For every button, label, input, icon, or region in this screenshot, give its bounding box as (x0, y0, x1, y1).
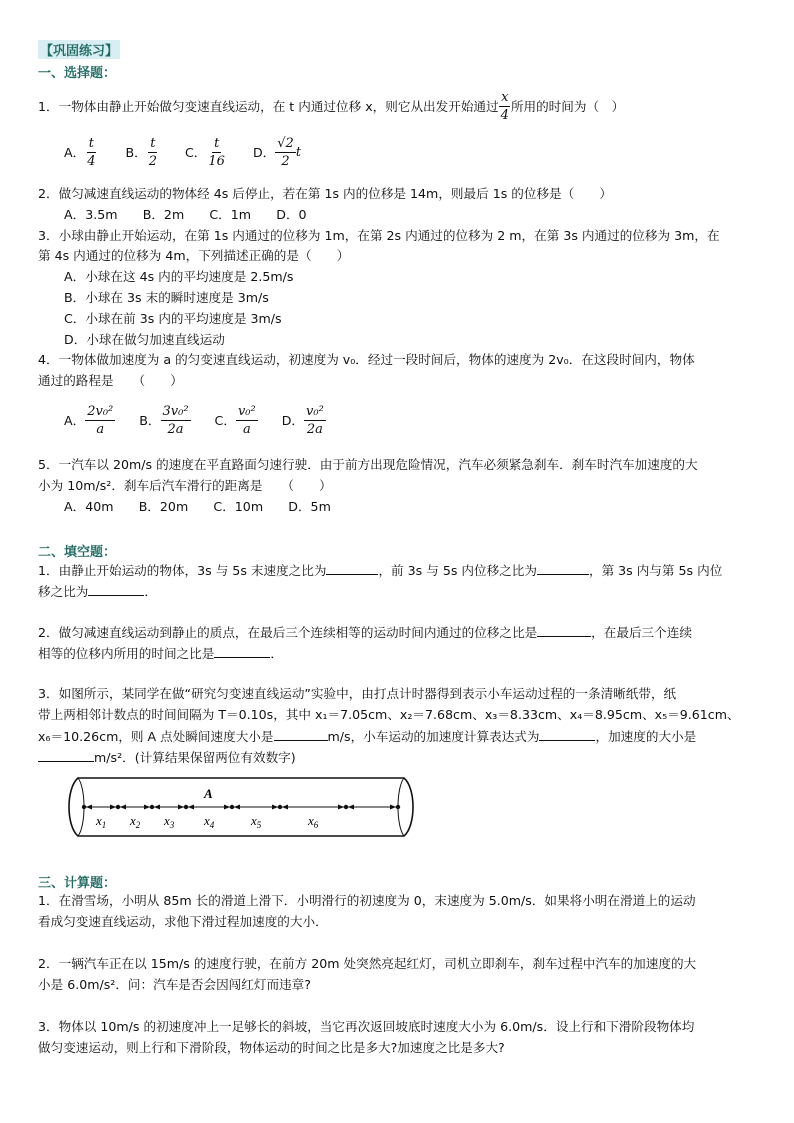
segment-subscript: 6 (313, 820, 319, 830)
fill-2-text-b: ，在最后三个连续 (591, 625, 692, 640)
answer-blank[interactable] (214, 645, 270, 658)
answer-blank[interactable] (537, 624, 591, 637)
fraction-denominator: 2a (306, 422, 323, 437)
question-4-options (64, 404, 326, 437)
question-2-options: A．3.5m B．2m C．1m D．0 (64, 207, 307, 222)
segment-subscript: 2 (135, 820, 141, 830)
fill-3-text-d: m/s²．(计算结果保留两位有效数字) (94, 750, 296, 765)
tape-marks (82, 805, 400, 831)
option-c-label: C． (214, 412, 236, 428)
answer-blank[interactable] (537, 562, 589, 575)
fill-1-text-d: 移之比为 (38, 584, 89, 599)
answer-blank[interactable] (38, 749, 94, 762)
tape-dot (184, 805, 188, 809)
fill-1-text-b: ，前 3s 与 5s 内位移之比为 (378, 563, 537, 578)
option-d-label: D． (252, 144, 276, 160)
fraction-denominator: a (96, 422, 105, 437)
fraction-numerator: t (150, 136, 156, 151)
fraction-denominator: 16 (208, 154, 225, 169)
segment-label: $x_5$ (251, 813, 262, 830)
segment-label: $x_4$ (204, 813, 215, 830)
option-a-label: A． (64, 144, 86, 160)
question-3-option-b: B．小球在 3s 末的瞬时速度是 3m/s (64, 290, 269, 305)
question-3-option-a: A．小球在这 4s 内的平均速度是 2.5m/s (64, 269, 294, 284)
fraction-numerator: t (88, 136, 94, 151)
calc-1-line-2: 看成匀变速直线运动，求他下滑过程加速度的大小． (38, 914, 328, 929)
fill-3-text-a: x₆＝10.26cm，则 A 点处瞬间速度大小是 (38, 729, 274, 744)
tape-dot (278, 805, 282, 809)
tape-arrowhead (282, 805, 288, 810)
tape-dot (396, 805, 400, 809)
fraction-denominator: a (242, 422, 251, 437)
question-3-option-c: C．小球在前 3s 内的平均速度是 3m/s (64, 311, 282, 326)
segment-label: $x_2$ (130, 813, 141, 830)
fill-1-text-a: 1．由静止开始运动的物体，3s 与 5s 末速度之比为 (38, 563, 327, 578)
option-a-label: A． (64, 412, 86, 428)
tape-arrowhead (178, 805, 184, 810)
tape-dot (82, 805, 86, 809)
fill-1-line-2 (38, 583, 157, 600)
tape-arrowhead (120, 805, 126, 810)
question-3-line-2: 第 4s 内通过的位移为 4m，下列描述正确的是（ ） (38, 248, 350, 263)
fill-3-text-c: ，加速度的大小是 (595, 729, 697, 744)
question-5-options: A．40m B．20m C．10m D．5m (64, 499, 331, 514)
fill-2-text-d: ． (270, 646, 283, 661)
option-b-label: B． (139, 412, 161, 428)
fraction-denominator: 4 (87, 154, 96, 169)
tape-arrowhead (154, 805, 160, 810)
question-1-text: 1．一物体由静止开始做匀变速直线运动，在 t 内通过位移 x，则它从出发开始通过 (38, 98, 499, 114)
tape-dot (116, 805, 120, 809)
tape-arrowhead (338, 805, 344, 810)
fill-2-text-c: 相等的位移内所用的时间之比是 (38, 646, 215, 661)
question-4-line-1: 4．一物体做加速度为 a 的匀变速直线运动，初速度为 v₀．经过一段时间后，物体的速度为 2v₀．在这段时间内，物体 (38, 352, 695, 367)
calc-2-line-2: 小是 6.0m/s²．问：汽车是否会因闯红灯而违章? (38, 977, 311, 992)
fraction-numerator: v₀² (237, 404, 256, 419)
segment-subscript: 1 (101, 820, 107, 830)
segment-subscript: 3 (169, 820, 175, 830)
question-3-option-d: D．小球在做匀加速直线运动 (64, 332, 225, 347)
option-c-fraction (236, 404, 258, 437)
question-3-line-1: 3．小球由静止开始运动，在第 1s 内通过的位移为 1m，在第 2s 内通过的位移为 2 m，在第 3s 内通过的位移为 3m，在 (38, 228, 720, 243)
fraction-numerator: v₀² (306, 404, 324, 419)
section-title-calc: 三、计算题： (38, 876, 117, 891)
fraction-numerator: 3v₀² (162, 404, 189, 419)
question-2-stem: 2．做匀减速直线运动的物体经 4s 后停止，若在第 1s 内的位移是 14m，则最后 1s 的位移是（ ） (38, 186, 613, 201)
fraction-denominator: 4 (500, 108, 509, 123)
question-1-stem (38, 90, 624, 123)
tape-arrowhead (272, 805, 278, 810)
fill-1-line-1 (38, 562, 722, 579)
option-a-fraction (85, 404, 115, 437)
paper-tape-figure (66, 774, 416, 840)
fill-3-line-4 (38, 749, 296, 766)
tape-arrowhead (110, 805, 116, 810)
question-1-options (64, 136, 301, 169)
fill-1-text-e: ． (144, 584, 157, 599)
calc-3-line-2: 做匀变速运动，则上行和下滑阶段，物体运动的时间之比是多大?加速度之比是多大? (38, 1040, 505, 1055)
fraction-numerator: x (501, 90, 509, 105)
section-title-choice: 一、选择题： (38, 66, 117, 81)
option-c-label: C． (185, 144, 207, 160)
option-d-tail: t (295, 144, 302, 160)
tape-arrowhead (144, 805, 150, 810)
tape-dot (150, 805, 154, 809)
tape-arrowhead (234, 805, 240, 810)
question-4-line-2: 通过的路程是 （ ） (38, 373, 183, 388)
option-b-fraction (161, 404, 191, 437)
fill-3-line-3 (38, 728, 696, 745)
segment-subscript: 4 (209, 820, 215, 830)
tape-arrowhead (188, 805, 194, 810)
calc-1-line-1: 1．在滑雪场，小明从 85m 长的滑道上滑下．小明滑行的初速度为 0，末速度为 5.0m/s．如果将小明在滑道上的运动 (38, 893, 696, 908)
fill-1-text-c: ，第 3s 内与第 5s 内位 (588, 563, 723, 578)
fill-2-text-a: 2．做匀减速直线运动到静止的质点，在最后三个连续相等的运动时间内通过的位移之比是 (38, 625, 538, 640)
fill-3-text-b: m/s，小车运动的加速度计算表达式为 (327, 729, 540, 744)
answer-blank[interactable] (274, 728, 328, 741)
section-title-fill: 二、填空题： (38, 545, 117, 560)
fill-2-line-2 (38, 645, 283, 662)
fill-3-line-1: 3．如图所示，某同学在做“研究匀变速直线运动”实验中，由打点计时器得到表示小车运动过程的一条清晰纸带，纸 (38, 686, 677, 701)
option-b-label: B． (125, 144, 147, 160)
fraction-denominator: 2 (281, 154, 290, 169)
tape-arrowhead (86, 805, 92, 810)
answer-blank[interactable] (88, 583, 144, 596)
calc-3-line-1: 3．物体以 10m/s 的初速度冲上一足够长的斜坡，当它再次返回坡底时速度大小为 6.0m/s．设上行和下滑阶段物体均 (38, 1019, 695, 1034)
question-1-text-end: 所用的时间为（ ） (510, 98, 625, 114)
tape-arrowhead (348, 805, 354, 810)
point-a-label: A (204, 786, 213, 801)
option-b-fraction (147, 136, 159, 169)
fraction-numerator: √2 (277, 136, 294, 151)
segment-subscript: 5 (256, 820, 262, 830)
question-5-line-2: 小为 10m/s²．刹车后汽车滑行的距离是 （ ） (38, 478, 332, 493)
option-d-fraction (304, 404, 326, 437)
fraction-denominator: 2 (148, 154, 158, 169)
question-5-line-1: 5．一汽车以 20m/s 的速度在平直路面匀速行驶．由于前方出现危险情况，汽车必须紧急刹车．刹车时汽车加速度的大 (38, 457, 698, 472)
segment-label: $x_3$ (164, 813, 175, 830)
tape-dot (344, 805, 348, 809)
segment-label: $x_1$ (96, 813, 107, 830)
answer-blank[interactable] (326, 562, 378, 575)
calc-2-line-1: 2．一辆汽车正在以 15m/s 的速度行驶，在前方 20m 处突然亮起红灯，司机立即刹车，刹车过程中汽车的加速度的大 (38, 956, 697, 971)
segment-label: $x_6$ (308, 813, 319, 830)
fill-3-line-2: 带上两相邻计数点的时间间隔为 T＝0.10s，其中 x₁＝7.05cm、x₂＝7.68cm、x₃＝8.33cm、x₄＝8.95cm、x₅＝9.61cm、 (38, 707, 740, 722)
option-d-label: D． (281, 412, 305, 428)
tape-arrowhead (390, 805, 396, 810)
option-a-fraction (85, 136, 97, 169)
option-d-fraction (275, 136, 296, 169)
section-tag: 【巩固练习】 (38, 40, 120, 59)
fraction-numerator: 2v₀² (87, 404, 114, 419)
tape-arrowhead (224, 805, 230, 810)
question-1-fraction (499, 90, 511, 123)
fill-2-line-1 (38, 624, 692, 641)
option-c-fraction (206, 136, 227, 169)
answer-blank[interactable] (539, 728, 595, 741)
fraction-denominator: 2a (167, 422, 184, 437)
fraction-numerator: t (214, 136, 220, 151)
tape-dot (230, 805, 234, 809)
